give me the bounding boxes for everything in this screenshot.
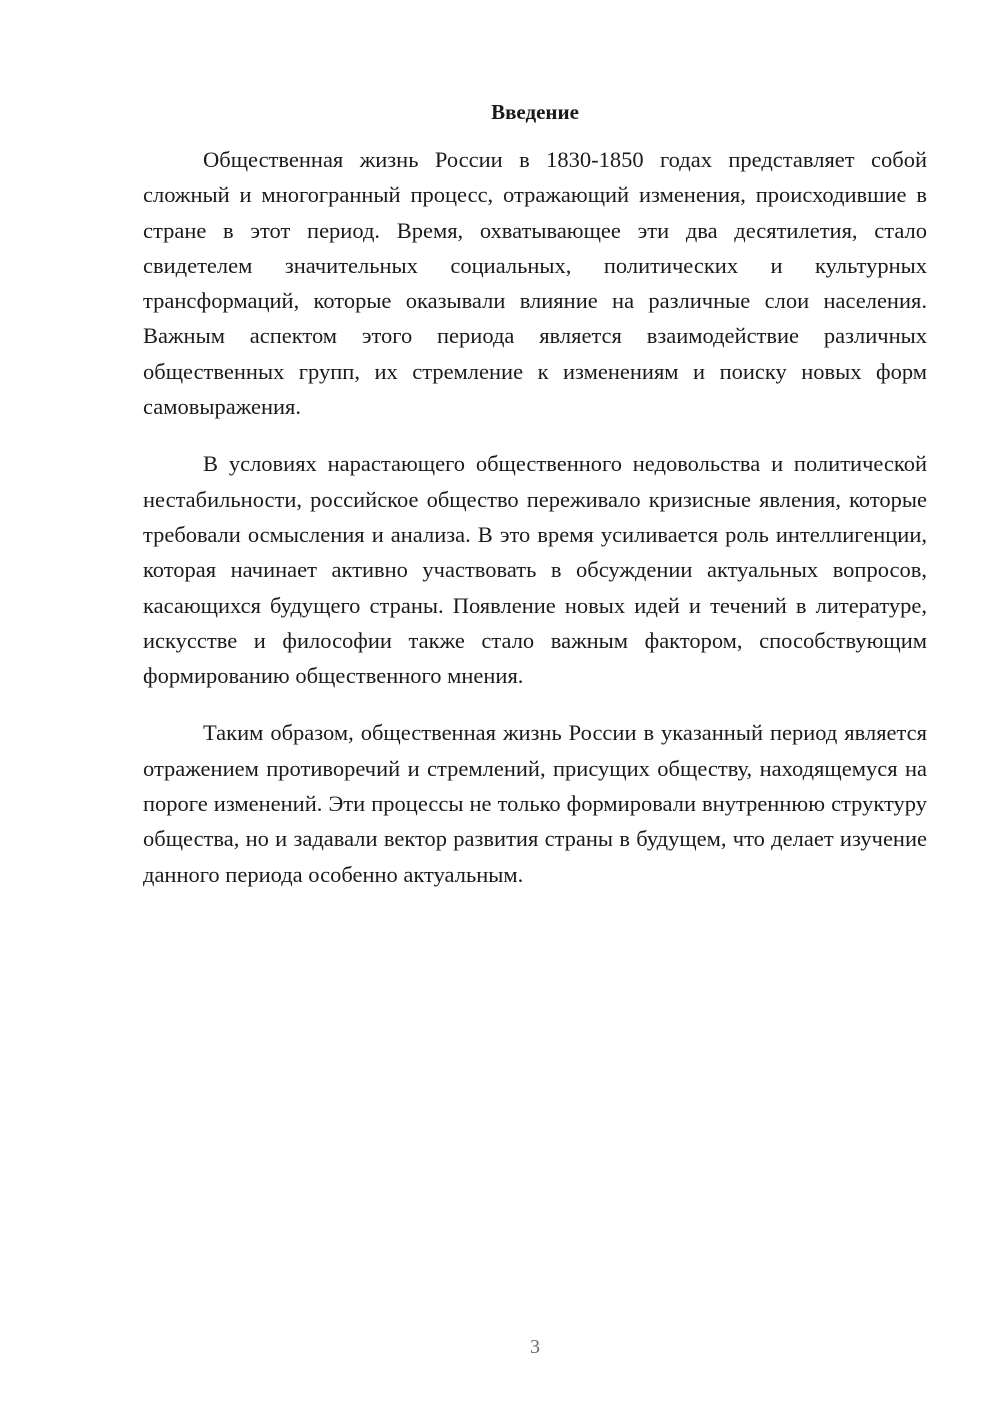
page-title: Введение (491, 100, 579, 124)
paragraph-3: Таким образом, общественная жизнь России в указанный период является отражением противоречий и стремлений, присущих обществу, находящемуся на пороге изменений. Эти процессы не только формировали внутреннюю структуру общества, но и задавали вектор развития страны в будущем, что делает изучение данного периода особенно актуальным. (143, 720, 927, 887)
page-number: 3 (530, 1336, 540, 1358)
paragraph-1: Общественная жизнь России в 1830-1850 годах представляет собой сложный и многогранный процесс, отражающий изменения, происходившие в стране в этот период. Время, охватывающее эти два десятилетия, стало свидетелем значительных социальных, политических и культурных трансформаций, которые оказывали влияние на различные слои населения. Важным аспектом этого периода является взаимодействие различных общественных групп, их стремление к изменениям и поиску новых форм самовыражения. (143, 147, 927, 420)
paragraph-2: В условиях нарастающего общественного недовольства и политической нестабильности, российское общество переживало кризисные явления, которые требовали осмысления и анализа. В это время усиливается роль интеллигенции, которая начинает активно участвовать в обсуждении актуальных вопросов, касающихся будущего страны. Появление новых идей и течений в литературе, искусстве и философии также стало важным фактором, способствующим формированию общественного мнения. (143, 451, 927, 689)
body-text (143, 142, 927, 914)
